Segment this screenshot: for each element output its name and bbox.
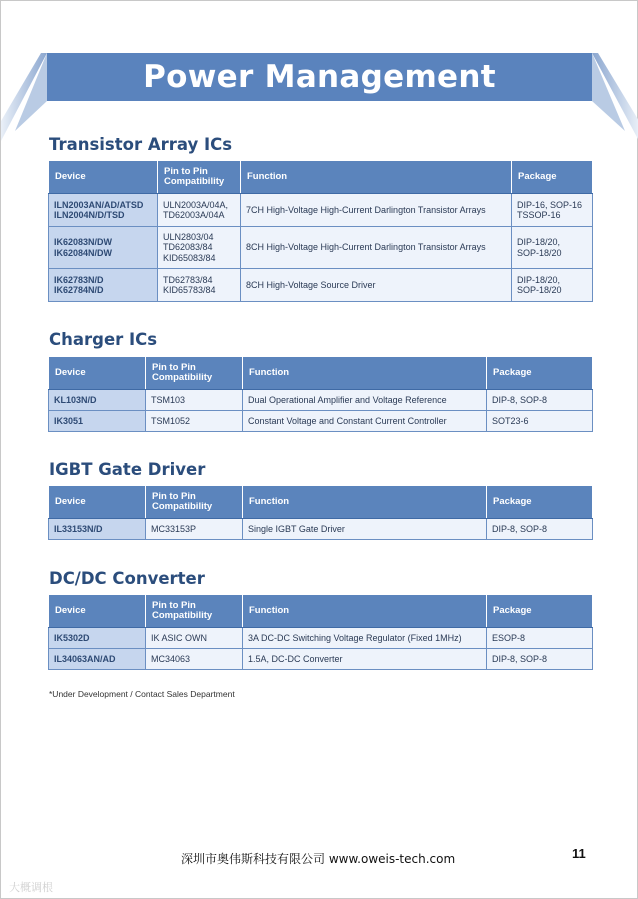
- header-package: Package: [512, 161, 593, 194]
- transistor-array-table: [48, 160, 593, 302]
- header-device: Device: [49, 357, 146, 390]
- package-cell: DIP-18/20, SOP-18/20: [512, 269, 593, 302]
- function-cell: Single IGBT Gate Driver: [243, 519, 487, 540]
- pin-cell: ULN2803/04 TD62083/84 KID65083/84: [158, 227, 241, 269]
- device-cell: IK62783N/D IK62784N/D: [49, 269, 158, 302]
- table-header-row: [49, 595, 593, 628]
- package-cell: DIP-18/20, SOP-18/20: [512, 227, 593, 269]
- header-package: Package: [487, 595, 593, 628]
- package-cell: SOT23-6: [487, 411, 593, 432]
- package-cell: DIP-8, SOP-8: [487, 390, 593, 411]
- pin-cell: IK ASIC OWN: [146, 628, 243, 649]
- footnote: *Under Development / Contact Sales Department: [49, 689, 235, 699]
- header-pin: Pin to Pin Compatibility: [146, 486, 243, 519]
- package-cell: DIP-8, SOP-8: [487, 519, 593, 540]
- header-device: Device: [49, 486, 146, 519]
- table-header-row: [49, 357, 593, 390]
- header-package: Package: [487, 357, 593, 390]
- table-header-row: [49, 161, 593, 194]
- section-title-charger: Charger ICs: [49, 330, 158, 349]
- table-row: [49, 628, 593, 649]
- table-row: [49, 269, 593, 302]
- header-device: Device: [49, 161, 158, 194]
- igbt-table: [48, 485, 593, 540]
- header-pin: Pin to Pin Compatibility: [158, 161, 241, 194]
- header-pin: Pin to Pin Compatibility: [146, 595, 243, 628]
- pin-cell: ULN2003A/04A, TD62003A/04A: [158, 194, 241, 227]
- package-cell: DIP-16, SOP-16 TSSOP-16: [512, 194, 593, 227]
- pin-cell: TSM103: [146, 390, 243, 411]
- package-cell: ESOP-8: [487, 628, 593, 649]
- header-package: Package: [487, 486, 593, 519]
- device-cell: IL33153N/D: [49, 519, 146, 540]
- footer-company: 深圳市奥伟斯科技有限公司 www.oweis-tech.com: [181, 852, 456, 866]
- function-cell: 8CH High-Voltage Source Driver: [241, 269, 512, 302]
- device-cell: IK5302D: [49, 628, 146, 649]
- table-row: [49, 390, 593, 411]
- device-cell: KL103N/D: [49, 390, 146, 411]
- table-row: [49, 411, 593, 432]
- table-row: [49, 194, 593, 227]
- function-cell: 1.5A, DC-DC Converter: [243, 649, 487, 670]
- pin-cell: TD62783/84 KID65783/84: [158, 269, 241, 302]
- header-function: Function: [243, 595, 487, 628]
- section-title-transistor-array: Transistor Array ICs: [49, 135, 233, 154]
- charger-table: [48, 356, 593, 432]
- header-pin: Pin to Pin Compatibility: [146, 357, 243, 390]
- header-device: Device: [49, 595, 146, 628]
- page-number: 11: [572, 846, 586, 861]
- section-title-dcdc: DC/DC Converter: [49, 569, 205, 588]
- header-function: Function: [243, 486, 487, 519]
- package-cell: DIP-8, SOP-8: [487, 649, 593, 670]
- device-cell: IL34063AN/AD: [49, 649, 146, 670]
- function-cell: Dual Operational Amplifier and Voltage Reference: [243, 390, 487, 411]
- pin-cell: MC33153P: [146, 519, 243, 540]
- table-header-row: [49, 486, 593, 519]
- device-cell: IK62083N/DW IK62084N/DW: [49, 227, 158, 269]
- function-cell: 8CH High-Voltage High-Current Darlington Transistor Arrays: [241, 227, 512, 269]
- watermark: 大概调根: [9, 882, 53, 894]
- section-title-igbt: IGBT Gate Driver: [49, 460, 206, 479]
- page-title: Power Management: [143, 59, 496, 95]
- function-cell: 7CH High-Voltage High-Current Darlington Transistor Arrays: [241, 194, 512, 227]
- table-row: [49, 649, 593, 670]
- pin-cell: TSM1052: [146, 411, 243, 432]
- function-cell: 3A DC-DC Switching Voltage Regulator (Fixed 1MHz): [243, 628, 487, 649]
- dcdc-table: [48, 594, 593, 670]
- device-cell: IK3051: [49, 411, 146, 432]
- device-cell: ILN2003AN/AD/ATSD ILN2004N/D/TSD: [49, 194, 158, 227]
- table-row: [49, 519, 593, 540]
- table-row: [49, 227, 593, 269]
- header-function: Function: [241, 161, 512, 194]
- header-function: Function: [243, 357, 487, 390]
- pin-cell: MC34063: [146, 649, 243, 670]
- function-cell: Constant Voltage and Constant Current Controller: [243, 411, 487, 432]
